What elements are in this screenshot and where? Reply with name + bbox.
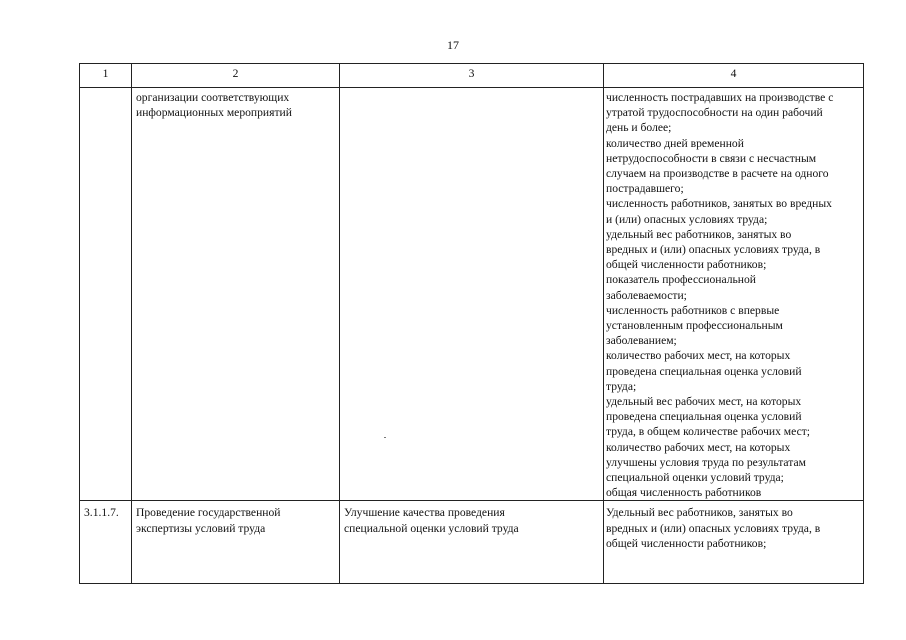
cell-text-line: Удельный вес работников, занятых во bbox=[606, 506, 793, 520]
cell-text-line: экспертизы условий труда bbox=[136, 521, 266, 535]
cell-text-line: специальной оценки условий труда; bbox=[606, 471, 784, 485]
cell-text-line: численность работников, занятых во вредных bbox=[606, 197, 832, 211]
cell-number bbox=[80, 88, 132, 501]
table-row bbox=[80, 88, 864, 501]
cell-text-line: количество рабочих мест, на которых bbox=[606, 440, 791, 454]
cell-activity bbox=[132, 88, 340, 501]
header-cell-2: 2 bbox=[132, 64, 340, 88]
cell-number: 3.1.1.7. bbox=[80, 501, 132, 584]
cell-text-line: удельный вес работников, занятых во bbox=[606, 227, 792, 241]
header-cell-1: 1 bbox=[80, 64, 132, 88]
cell-text-line: проведена специальная оценка условий bbox=[606, 410, 802, 424]
cell-result bbox=[340, 88, 604, 501]
table-row bbox=[80, 501, 864, 584]
cell-text-line: заболеваемости; bbox=[606, 288, 687, 302]
header-cell-4: 4 bbox=[604, 64, 864, 88]
cell-text-line: вредных и (или) опасных условиях труда, в bbox=[606, 521, 821, 535]
cell-activity bbox=[132, 501, 340, 584]
cell-text-line: показатель профессиональной bbox=[606, 273, 756, 287]
cell-text-line: общая численность работников bbox=[606, 486, 762, 500]
cell-text-line: установленным профессиональным bbox=[606, 319, 783, 333]
header-cell-3: 3 bbox=[340, 64, 604, 88]
cell-text-line: день и более; bbox=[606, 121, 672, 135]
cell-result bbox=[340, 501, 604, 584]
scan-speck bbox=[384, 437, 386, 438]
cell-indicators bbox=[604, 88, 864, 501]
cell-text-line: общей численности работников; bbox=[606, 258, 767, 272]
cell-text-line: улучшены условия труда по результатам bbox=[606, 455, 806, 469]
cell-text-line: информационных мероприятий bbox=[136, 106, 292, 120]
document-table bbox=[79, 63, 864, 584]
cell-text-line: труда, в общем количестве рабочих мест; bbox=[606, 425, 811, 439]
page-number: 17 bbox=[447, 38, 459, 52]
cell-text-line: нетрудоспособности в связи с несчастным bbox=[606, 151, 817, 165]
table-header-row bbox=[80, 64, 864, 88]
cell-text-line: организации соответствующих bbox=[136, 91, 290, 104]
cell-text-line: проведена специальная оценка условий bbox=[606, 364, 802, 378]
cell-text-line: вредных и (или) опасных условиях труда, в bbox=[606, 243, 821, 257]
cell-text-line: количество рабочих мест, на которых bbox=[606, 349, 791, 363]
cell-text-line: общей численности работников; bbox=[606, 536, 767, 550]
cell-text-line: специальной оценки условий труда bbox=[344, 521, 519, 535]
cell-indicators bbox=[604, 501, 864, 584]
cell-text-line: пострадавшего; bbox=[606, 182, 684, 196]
cell-text-line: утратой трудоспособности на один рабочий bbox=[606, 106, 823, 120]
cell-text-line: численность работников с впервые bbox=[606, 303, 780, 317]
cell-text-line: заболеванием; bbox=[606, 334, 677, 348]
cell-text-line: Улучшение качества проведения bbox=[344, 506, 505, 520]
cell-text-line: и (или) опасных условиях труда; bbox=[606, 212, 768, 226]
cell-text-line: удельный вес рабочих мест, на которых bbox=[606, 395, 802, 409]
cell-text-line: численность пострадавших на производстве с bbox=[606, 91, 834, 104]
cell-text-line: случаем на производстве в расчете на одного bbox=[606, 167, 829, 181]
cell-text-line: Проведение государственной bbox=[136, 506, 281, 520]
cell-text-line: труда; bbox=[606, 379, 637, 393]
cell-text-line: количество дней временной bbox=[606, 136, 744, 150]
